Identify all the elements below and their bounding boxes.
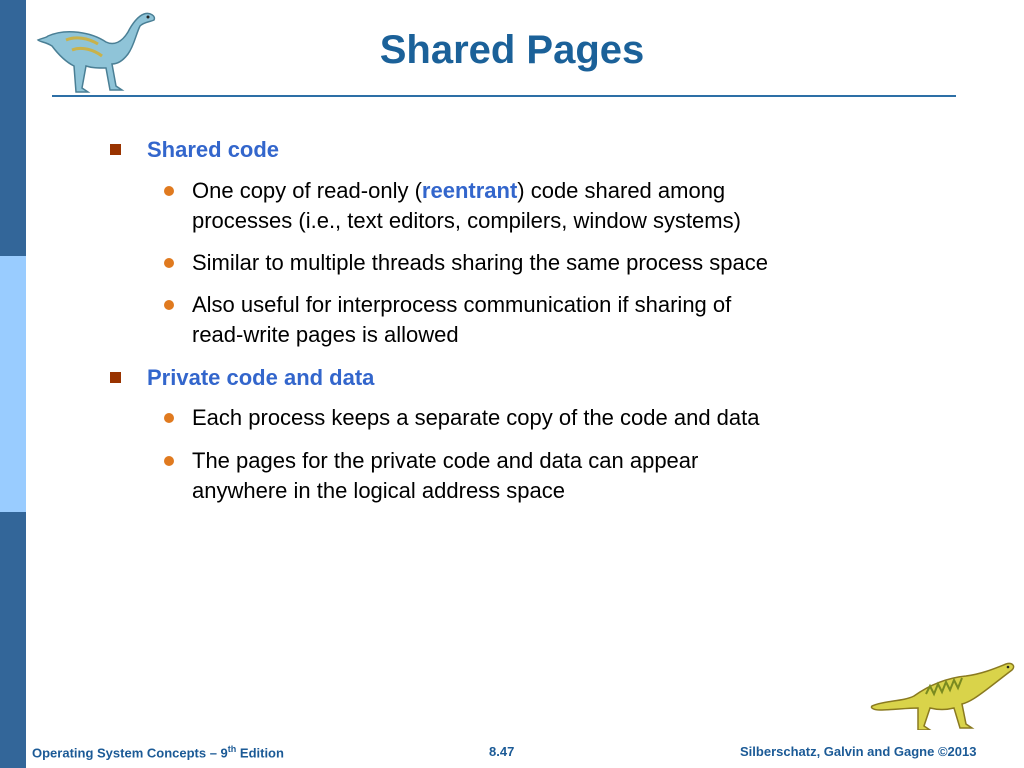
emphasis-reentrant: reentrant — [421, 178, 518, 203]
heading-label: Shared code — [147, 137, 280, 162]
bullet-text-continued: anywhere in the logical address space — [192, 478, 566, 503]
bullet-text-continued: processes (i.e., text editors, compilers, window systems) — [192, 208, 741, 233]
bullet-threads — [192, 248, 892, 278]
bullet-text: ) code shared among — [517, 178, 726, 203]
heading-shared-code — [147, 135, 279, 165]
bullet-text: Each process keeps a separate copy of the code and data — [192, 405, 760, 430]
round-bullet-icon — [164, 300, 174, 310]
round-bullet-icon — [164, 186, 174, 196]
square-bullet-icon — [110, 144, 121, 155]
title-divider — [52, 95, 956, 97]
bullet-reentrant — [192, 176, 892, 236]
slide-title: Shared Pages — [379, 28, 645, 72]
sidebar-band-bottom — [0, 512, 26, 768]
footer-book-superscript: th — [227, 744, 237, 754]
bullet-text-continued: read-write pages is allowed — [192, 322, 459, 347]
round-bullet-icon — [164, 456, 174, 466]
heading-private-code — [147, 363, 374, 393]
round-bullet-icon — [164, 413, 174, 423]
bullet-text: Similar to multiple threads sharing the same process space — [192, 250, 768, 275]
bullet-separate-copy — [192, 403, 892, 433]
round-bullet-icon — [164, 258, 174, 268]
bullet-text: Also useful for interprocess communication if sharing of — [192, 292, 732, 317]
left-sidebar — [0, 0, 26, 768]
dinosaur-icon — [866, 660, 1016, 730]
bullet-text: One copy of read-only ( — [192, 178, 422, 203]
bullet-text: The pages for the private code and data can appear — [192, 448, 699, 473]
sidebar-band-middle — [0, 256, 26, 512]
footer-book-text: Operating System Concepts – 9 — [32, 745, 228, 761]
footer-authors: Silberschatz, Galvin and Gagne ©2013 — [740, 744, 977, 759]
bullet-pages-anywhere — [192, 446, 892, 506]
bullet-ipc — [192, 290, 892, 350]
footer-page-number: 8.47 — [489, 744, 515, 759]
footer-book-title — [32, 744, 284, 760]
heading-label: Private code and data — [147, 365, 375, 390]
footer-book-edition: Edition — [236, 745, 284, 761]
square-bullet-icon — [110, 372, 121, 383]
